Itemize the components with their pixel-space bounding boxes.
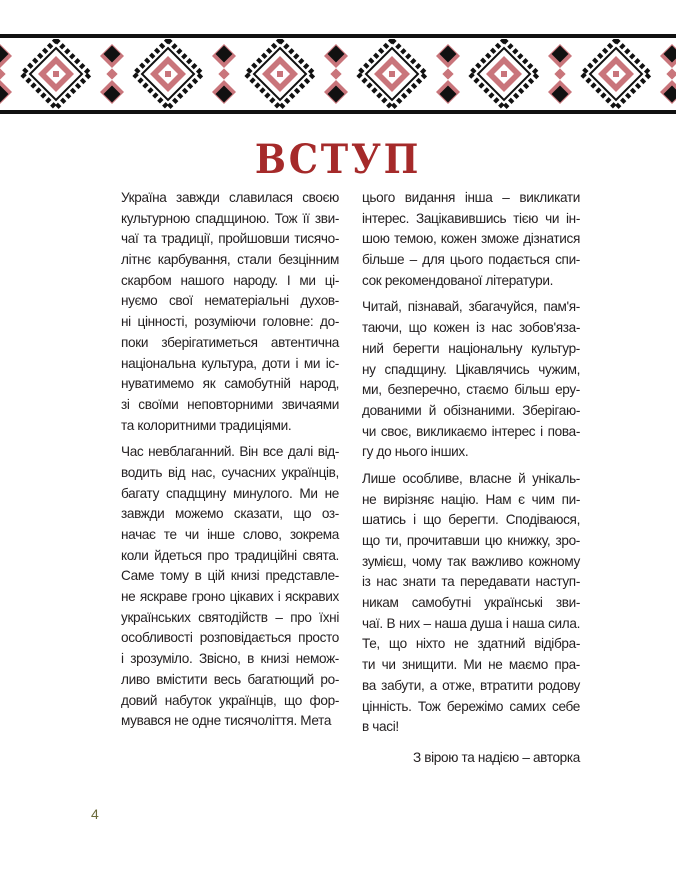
text-line: Читай, пізнавай, збагачуйся, пам'я-: [362, 299, 580, 315]
text-line: ну спадщину. Цікавлячись чужим,: [362, 361, 580, 377]
page-number: 4: [91, 806, 99, 822]
text-line: Те, що ніхто не здатний відібра-: [362, 636, 580, 652]
text-line: чи своє, викликаємо інтерес і пова-: [362, 423, 580, 439]
text-line: чаї. В них – наша душа і наша сила.: [362, 615, 580, 631]
text-line: никам самобутні українські зви-: [362, 595, 580, 611]
text-line: та колоритними традиціями.: [121, 417, 292, 433]
text-line: Час невблаганний. Він все далі від-: [121, 444, 339, 460]
text-line: і зрозуміло. Звісно, в книзі немож-: [121, 651, 339, 667]
text-line: скарбом нашого народу. І ми ці-: [121, 272, 339, 288]
text-line: ні цінності, розуміючи головне: до-: [121, 314, 339, 330]
paragraph: [362, 188, 580, 291]
paragraph: [121, 442, 339, 732]
text-line: нуватимемо як самобутній народ,: [121, 376, 339, 392]
text-line: національна культура, доти і ми іс-: [121, 355, 339, 371]
text-line: водить від нас, сучасних українців,: [121, 464, 339, 480]
text-line: дованими й обізнаними. Зберігаю-: [362, 402, 580, 418]
text-line: Україна завжди славилася своєю: [121, 190, 339, 205]
text-line: літнє карбування, стали безцінним: [121, 252, 339, 268]
embroidery-ornament-border: [0, 34, 676, 114]
text-line: інтерес. Зацікавившись тією чи ін-: [362, 210, 580, 226]
page-title: ВСТУП: [254, 136, 422, 183]
text-line: довий набуток українців, що фор-: [121, 692, 339, 708]
text-line: ва забути, а отже, втратити родову: [362, 677, 580, 693]
text-line: таючи, що кожен із нас зобов'яза-: [362, 320, 580, 336]
text-line: більше – для цього подається спи-: [362, 252, 580, 268]
text-column-right: [362, 188, 580, 769]
text-line: ти чи знищити. Ми не маємо пра-: [362, 657, 580, 673]
text-line: не яскраве гроно цікавих і яскравих: [121, 589, 339, 605]
text-line: коли йдеться про традиційні свята.: [121, 547, 339, 563]
text-line: українських святодійств – про їхні: [121, 609, 339, 625]
text-line: ми, безперечно, стаємо більш еру-: [362, 382, 580, 398]
text-line: шатись і що берегти. Сподіваюся,: [362, 512, 580, 528]
text-line: в часі!: [362, 719, 399, 735]
paragraph: [362, 297, 580, 463]
text-line: особливості розповідається просто: [121, 630, 339, 646]
text-line: культурною спадщиною. Тож її зви-: [121, 210, 339, 226]
text-line: гу до нього інших.: [362, 444, 469, 460]
text-line: цього видання інша – викликати: [362, 190, 580, 205]
author-signature: З вірою та надією – авторка: [412, 749, 580, 765]
text-line: із нас знати та передавати наступ-: [362, 574, 580, 590]
paragraph: [121, 188, 339, 436]
text-line: цінність. Тож бережімо самих себе: [362, 698, 580, 714]
text-line: чаї та традиції, пройшовши тисячо-: [121, 231, 339, 247]
text-line: Саме тому в цій книзі представле-: [121, 568, 339, 584]
text-line: поки зберігатиметься автентична: [121, 334, 339, 350]
text-line: завжди можемо сказати, що оз-: [121, 506, 339, 522]
text-line: не вирізняє націю. Нам є чим пи-: [362, 491, 580, 507]
text-line: начає те чи інше слово, зокрема: [121, 527, 339, 542]
text-line: ний берегти національну культур-: [362, 340, 580, 356]
text-column-left: [121, 188, 339, 738]
text-line: що ти, прочитавши цю книжку, зро-: [362, 533, 580, 548]
text-line: Лише особливе, власне й унікаль-: [362, 470, 580, 486]
text-line: нуємо свої нематеріальні духов-: [121, 293, 339, 309]
text-line: шою темою, кожен зможе дізнатися: [362, 231, 580, 247]
text-line: мувався не одне тисячоліття. Мета: [121, 713, 332, 729]
text-line: багату спадщину минулого. Ми не: [121, 485, 339, 501]
text-line: ливо вмістити весь багатющий ро-: [121, 671, 339, 687]
text-line: зі своїми неповторними звичаями: [121, 396, 339, 412]
text-line: зумієш, чому так важливо кожному: [362, 553, 580, 569]
text-line: сок рекомендованої літератури.: [362, 272, 554, 288]
paragraph: [362, 469, 580, 738]
